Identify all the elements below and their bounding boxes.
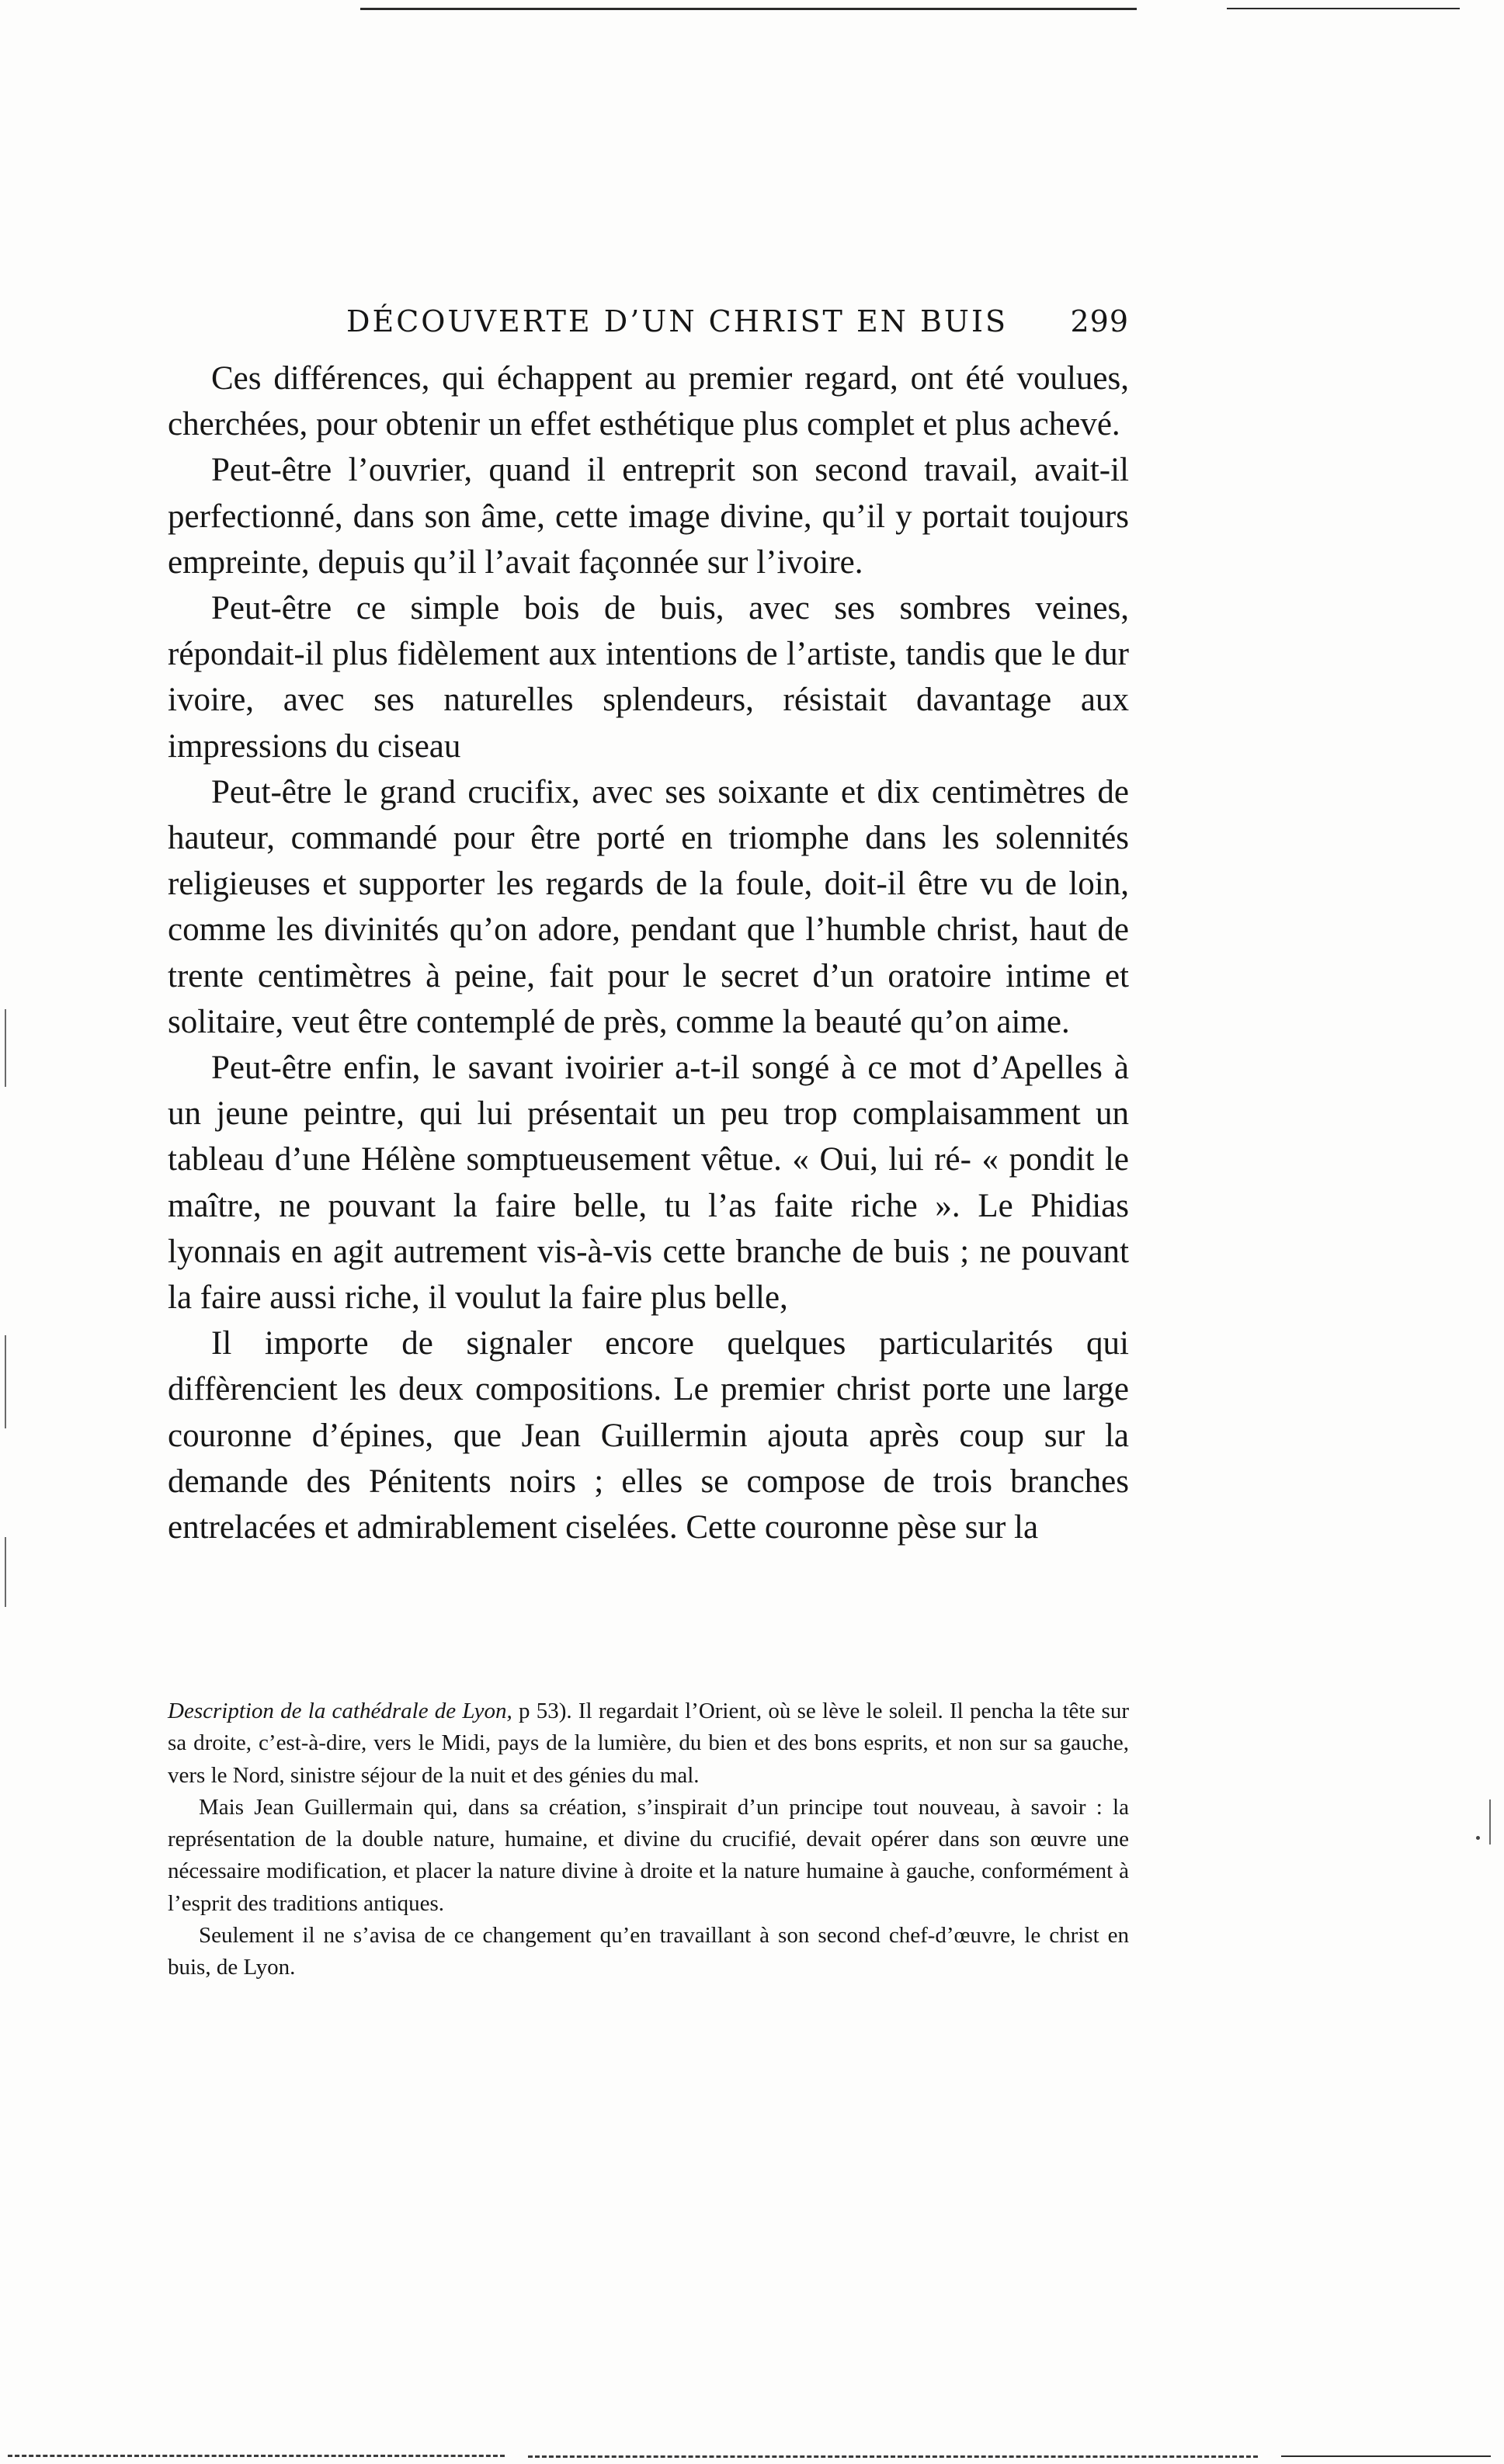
footnote-citation: Description de la cathédrale de Lyon, (168, 1699, 512, 1723)
running-head (168, 300, 1129, 346)
footnotes (168, 1695, 1129, 1984)
top-scan-edge-rule-short (1227, 8, 1460, 9)
paragraph: Peut-être enfin, le savant ivoirier a-t-il songé à ce mot d’Apelles à un jeune peintre, qui lui présentait un peu trop complaisamment un tableau d’une Hélène somptueusement vêtue. « Oui, lui ré- « pondit le maître, ne pouvant la faire belle, tu l’as faite riche ». Le Phidias lyonnais en agit autrement vis-à-vis cette branche de buis ; ne pouvant la faire aussi riche, il voulut la faire plus belle, (168, 1050, 1129, 1317)
margin-scan-dot (1476, 1836, 1480, 1840)
paragraph: Il importe de signaler encore quelques particularités qui diffèrencient les deux compositions. Le premier christ porte une large couronne d’épines, que Jean Guillermin ajouta après coup sur la demande des Pénitents noirs ; elles se compose de trois branches entrelacées et admirablement ciselées. Cette couronne pèse sur la (168, 1325, 1129, 1546)
margin-scan-mark (1489, 1799, 1491, 1845)
top-scan-edge-rule (360, 8, 1137, 10)
paragraph: Peut-être l’ouvrier, quand il entreprit son second travail, avait-il perfectionné, dans son âme, cette image divine, qu’il y portait toujours empreinte, depuis qu’il l’avait façonnée sur l’ivoire. (168, 452, 1129, 581)
footnote: Mais Jean Guillermain qui, dans sa création, s’inspirait d’un principe tout nouveau, à savoir : la représentation de la double nature, humaine, et divine du crucifié, devait opérer dans son œuvre une nécessaire modification, et placer la nature divine à droite et la nature humaine à gauche, conformément à l’esprit des traditions antiques. (168, 1794, 1129, 1916)
main-text (168, 356, 1129, 1550)
bottom-scan-edge-rule (8, 2455, 505, 2457)
bottom-scan-edge-rule (1281, 2455, 1491, 2457)
paragraph: Peut-être le grand crucifix, avec ses soixante et dix centimètres de hauteur, commandé pour être porté en triomphe dans les solennités religieuses et supporter les regards de la foule, doit-il être vu de loin, comme les divinités qu’on adore, pendant que l’humble christ, haut de trente centimètres à peine, fait pour le secret d’un oratoire intime et solitaire, veut être contemplé de près, comme la beauté qu’on aime. (168, 773, 1129, 1040)
bottom-scan-edge-rule (528, 2455, 1258, 2458)
margin-scan-mark (5, 1335, 6, 1428)
margin-scan-mark (5, 1009, 6, 1087)
footnote (168, 1695, 1129, 1792)
margin-scan-mark (5, 1537, 6, 1607)
footnote: Seulement il ne s’avisa de ce changement qu’en travaillant à son second chef-d’œuvre, le christ en buis, de Lyon. (168, 1923, 1129, 1980)
page-number: 299 (1070, 304, 1129, 338)
running-head-title: DÉCOUVERTE D’UN CHRIST EN BUIS (346, 304, 1009, 338)
paragraph: Peut-être ce simple bois de buis, avec ses sombres veines, répondait-il plus fidèlement aux intentions de l’artiste, tandis que le dur ivoire, avec ses naturelles splendeurs, résistait davantage aux impressions du ciseau (168, 590, 1129, 765)
paragraph: Ces différences, qui échappent au premier regard, ont été voulues, cherchées, pour obtenir un effet esthétique plus complet et plus achevé. (168, 360, 1129, 443)
footnote-text: p 53). Il regardait l’Orient, où se lève le soleil. Il pencha la tête sur sa droite, c’est-à-dire, vers le Midi, pays de la lumière, du bien et des bons esprits, et non sur sa gauche, vers le Nord, sinistre séjour de la nuit et des génies du mal. (168, 1699, 1129, 1788)
